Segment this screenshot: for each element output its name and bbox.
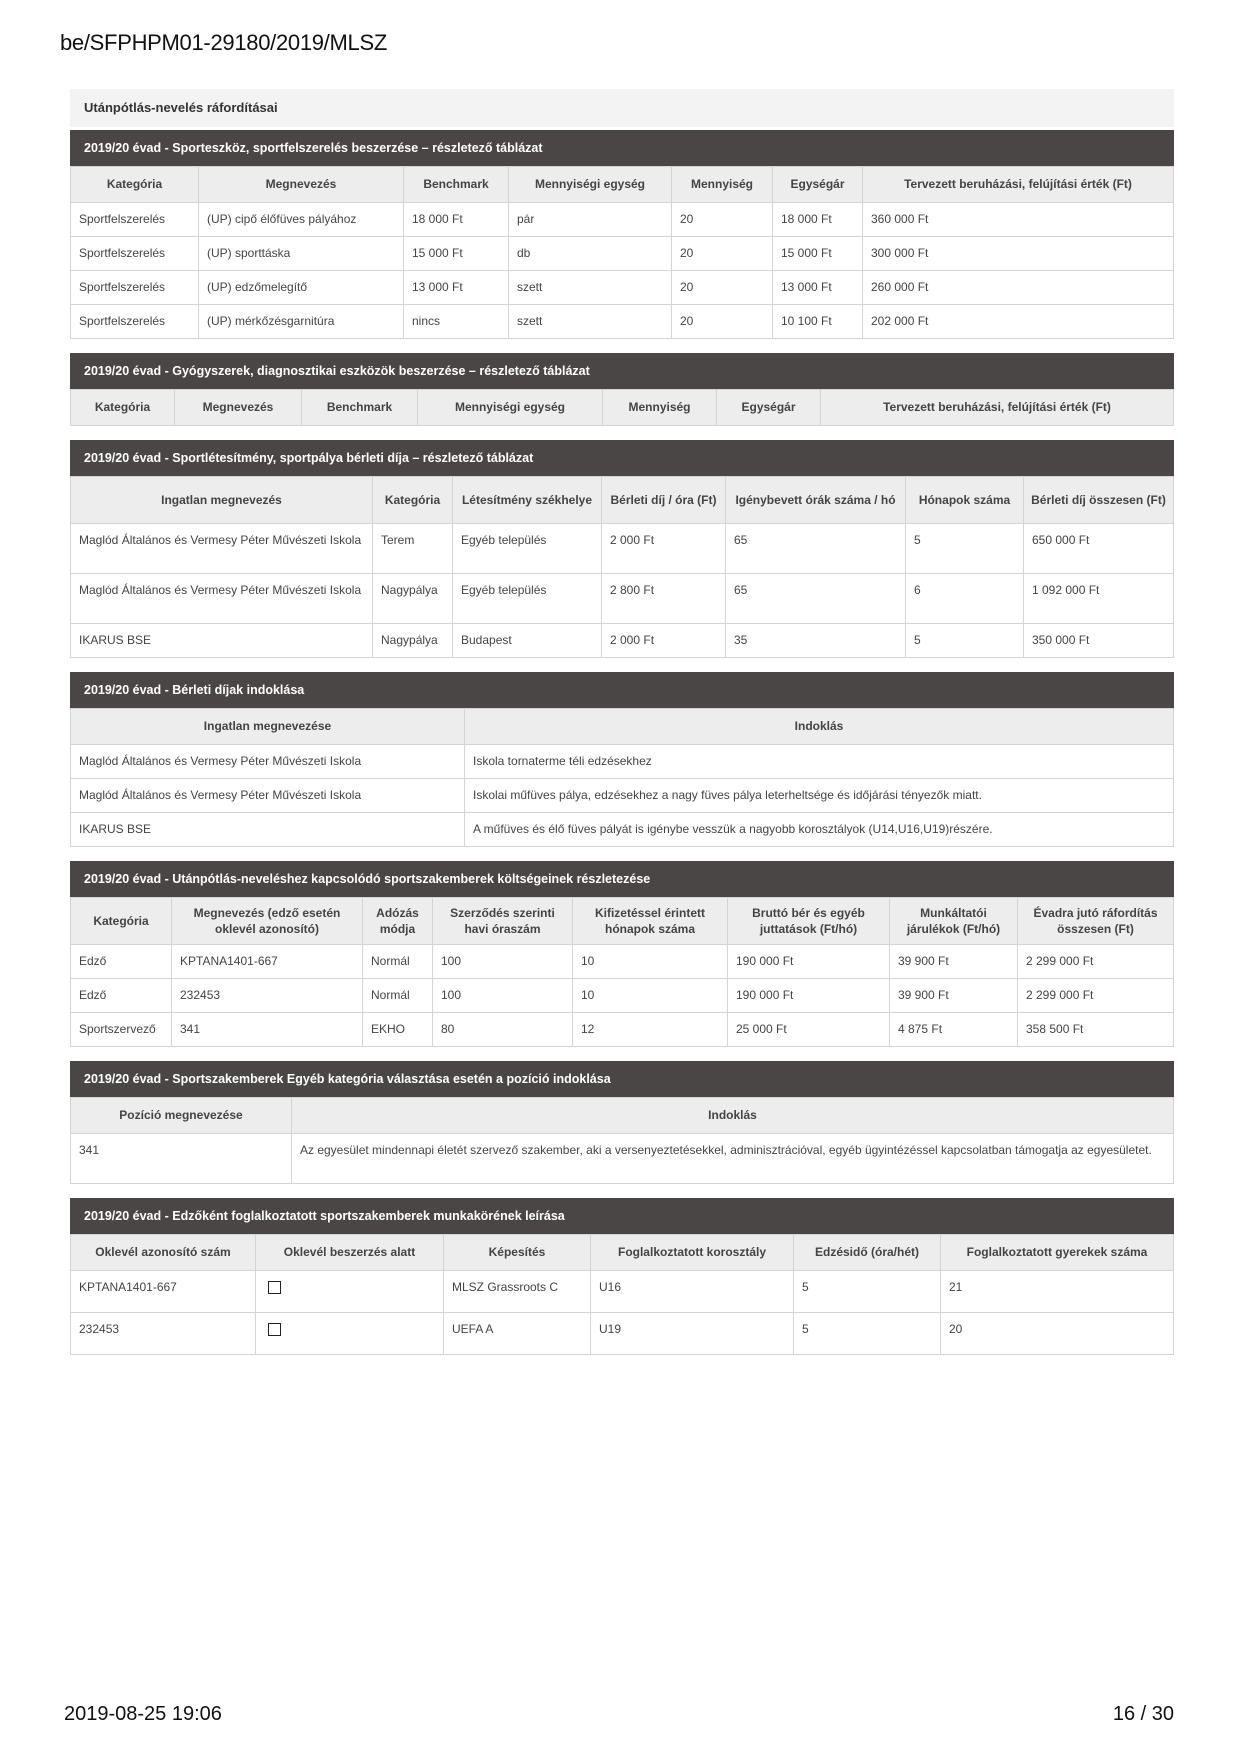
table-cell: 15 000 Ft xyxy=(404,237,509,271)
column-header: Adózás módja xyxy=(363,898,433,945)
table-cell: 100 xyxy=(433,945,573,979)
table-cell: Iskolai műfüves pálya, edzésekhez a nagy füves pálya leterheltsége és időjárási tényezők miatt. xyxy=(465,779,1174,813)
column-header: Ingatlan megnevezése xyxy=(71,709,465,745)
column-header: Megnevezés (edző esetén oklevél azonosító) xyxy=(172,898,363,945)
table-cell: 232453 xyxy=(71,1313,256,1355)
table-cell: pár xyxy=(509,203,672,237)
table-cell: 202 000 Ft xyxy=(863,305,1174,339)
table-cell: db xyxy=(509,237,672,271)
equipment-table-block xyxy=(70,130,1174,339)
table-cell: 10 xyxy=(573,945,728,979)
table-cell: Maglód Általános és Vermesy Péter Művészeti Iskola xyxy=(71,745,465,779)
table-cell: U19 xyxy=(591,1313,794,1355)
document-id: be/SFPHPM01-29180/2019/MLSZ xyxy=(60,30,387,55)
table-cell: 2 299 000 Ft xyxy=(1018,945,1174,979)
table-cell: 15 000 Ft xyxy=(773,237,863,271)
table-cell: 10 100 Ft xyxy=(773,305,863,339)
table-cell: Maglód Általános és Vermesy Péter Művészeti Iskola xyxy=(71,524,373,574)
table-cell: 12 xyxy=(573,1013,728,1047)
column-header: Évadra jutó ráfordítás összesen (Ft) xyxy=(1018,898,1174,945)
rental-table-title: 2019/20 évad - Sportlétesítmény, sportpálya bérleti díja – részletező táblázat xyxy=(70,440,1174,476)
column-header: Tervezett beruházási, felújítási érték (Ft) xyxy=(863,167,1174,203)
column-header: Megnevezés xyxy=(175,390,302,426)
table-cell: Terem xyxy=(373,524,453,574)
table-cell: 80 xyxy=(433,1013,573,1047)
table-cell: Sportfelszerelés xyxy=(71,271,199,305)
table-header-row xyxy=(71,167,1174,203)
table-cell: 20 xyxy=(941,1313,1174,1355)
table-cell: 1 092 000 Ft xyxy=(1024,574,1174,624)
table-row xyxy=(71,1013,1174,1047)
column-header: Képesítés xyxy=(444,1235,591,1271)
table-cell: 20 xyxy=(672,305,773,339)
medicine-table-block xyxy=(70,353,1174,426)
column-header: Kifizetéssel érintett hónapok száma xyxy=(573,898,728,945)
table-cell: 650 000 Ft xyxy=(1024,524,1174,574)
table-cell: Egyéb település xyxy=(453,524,602,574)
table-cell: Sportfelszerelés xyxy=(71,305,199,339)
table-cell: 4 875 Ft xyxy=(890,1013,1018,1047)
rental-table xyxy=(70,476,1174,658)
column-header: Oklevél beszerzés alatt xyxy=(256,1235,444,1271)
column-header: Hónapok száma xyxy=(906,477,1024,524)
table-row xyxy=(71,237,1174,271)
table-cell: UEFA A xyxy=(444,1313,591,1355)
coach-duties-table xyxy=(70,1234,1174,1355)
table-cell: Edző xyxy=(71,945,172,979)
table-cell: Nagypálya xyxy=(373,624,453,658)
column-header: Egységár xyxy=(773,167,863,203)
table-row xyxy=(71,1313,1174,1355)
column-header: Benchmark xyxy=(404,167,509,203)
table-cell: 350 000 Ft xyxy=(1024,624,1174,658)
table-cell: szett xyxy=(509,271,672,305)
column-header: Létesítmény székhelye xyxy=(453,477,602,524)
table-cell: 39 900 Ft xyxy=(890,979,1018,1013)
table-cell: Sportfelszerelés xyxy=(71,203,199,237)
column-header: Kategória xyxy=(71,390,175,426)
table-cell: Iskola tornaterme téli edzésekhez xyxy=(465,745,1174,779)
table-header-row xyxy=(71,1098,1174,1134)
table-cell: Egyéb település xyxy=(453,574,602,624)
rental-justification-title: 2019/20 évad - Bérleti díjak indoklása xyxy=(70,672,1174,708)
table-cell: 5 xyxy=(906,624,1024,658)
table-cell: Sportszervező xyxy=(71,1013,172,1047)
table-cell: 65 xyxy=(726,524,906,574)
table-cell: 5 xyxy=(794,1271,941,1313)
table-cell: 190 000 Ft xyxy=(728,979,890,1013)
table-cell: 300 000 Ft xyxy=(863,237,1174,271)
column-header: Mennyiség xyxy=(603,390,717,426)
coach-duties-title: 2019/20 évad - Edzőként foglalkoztatott sportszakemberek munkakörének leírása xyxy=(70,1198,1174,1234)
position-justification-title: 2019/20 évad - Sportszakemberek Egyéb kategória választása esetén a pozíció indoklása xyxy=(70,1061,1174,1097)
table-header-row xyxy=(71,477,1174,524)
table-cell: 341 xyxy=(71,1134,292,1184)
column-header: Mennyiség xyxy=(672,167,773,203)
table-row xyxy=(71,945,1174,979)
column-header: Megnevezés xyxy=(199,167,404,203)
column-header: Munkáltatói járulékok (Ft/hó) xyxy=(890,898,1018,945)
table-row xyxy=(71,1271,1174,1313)
table-header-row xyxy=(71,390,1174,426)
table-cell: Maglód Általános és Vermesy Péter Művészeti Iskola xyxy=(71,574,373,624)
table-cell: 5 xyxy=(906,524,1024,574)
diploma-pending-checkbox[interactable] xyxy=(268,1281,281,1294)
table-cell: 358 500 Ft xyxy=(1018,1013,1174,1047)
table-cell: Edző xyxy=(71,979,172,1013)
coach-duties-block xyxy=(70,1198,1174,1355)
column-header: Kategória xyxy=(373,477,453,524)
table-cell: 13 000 Ft xyxy=(773,271,863,305)
table-cell: 2 000 Ft xyxy=(602,624,726,658)
table-cell: szett xyxy=(509,305,672,339)
table-row xyxy=(71,524,1174,574)
staff-cost-table xyxy=(70,897,1174,1047)
table-cell: (UP) cipő élőfüves pályához xyxy=(199,203,404,237)
table-row xyxy=(71,979,1174,1013)
table-cell: 35 xyxy=(726,624,906,658)
table-cell: 2 299 000 Ft xyxy=(1018,979,1174,1013)
rental-justification-table xyxy=(70,708,1174,847)
column-header: Egységár xyxy=(717,390,821,426)
table-cell: 341 xyxy=(172,1013,363,1047)
equipment-table-title: 2019/20 évad - Sporteszköz, sportfelszerelés beszerzése – részletező táblázat xyxy=(70,130,1174,166)
table-cell xyxy=(256,1271,444,1313)
table-cell: IKARUS BSE xyxy=(71,624,373,658)
position-justification-block xyxy=(70,1061,1174,1184)
column-header: Oklevél azonosító szám xyxy=(71,1235,256,1271)
table-cell: 260 000 Ft xyxy=(863,271,1174,305)
table-cell: 6 xyxy=(906,574,1024,624)
column-header: Foglalkoztatott gyerekek száma xyxy=(941,1235,1174,1271)
table-cell: (UP) mérkőzésgarnitúra xyxy=(199,305,404,339)
column-header: Kategória xyxy=(71,898,172,945)
column-header: Edzésidő (óra/hét) xyxy=(794,1235,941,1271)
table-row xyxy=(71,305,1174,339)
section-title: Utánpótlás-nevelés ráfordításai xyxy=(70,89,1174,127)
table-cell: Budapest xyxy=(453,624,602,658)
column-header: Bérleti díj összesen (Ft) xyxy=(1024,477,1174,524)
table-cell: 360 000 Ft xyxy=(863,203,1174,237)
staff-cost-block xyxy=(70,861,1174,1047)
table-cell: KPTANA1401-667 xyxy=(172,945,363,979)
table-row xyxy=(71,624,1174,658)
page-number: 16 / 30 xyxy=(1112,1703,1174,1725)
table-cell: (UP) edzőmelegítő xyxy=(199,271,404,305)
page-content xyxy=(70,89,1174,1355)
column-header: Indoklás xyxy=(465,709,1174,745)
column-header: Foglalkoztatott korosztály xyxy=(591,1235,794,1271)
table-cell: EKHO xyxy=(363,1013,433,1047)
table-cell: nincs xyxy=(404,305,509,339)
table-cell: Az egyesület mindennapi életét szervező szakember, aki a versenyeztetésekkel, adminisztrációval, egyéb ügyintézéssel kapcsolatban támogatja az egyesületet. xyxy=(292,1134,1174,1184)
column-header: Igénybevett órák száma / hó xyxy=(726,477,906,524)
table-cell: 5 xyxy=(794,1313,941,1355)
table-cell xyxy=(256,1313,444,1355)
table-row xyxy=(71,779,1174,813)
table-cell: 100 xyxy=(433,979,573,1013)
column-header: Pozíció megnevezése xyxy=(71,1098,292,1134)
column-header: Tervezett beruházási, felújítási érték (Ft) xyxy=(821,390,1174,426)
table-cell: 18 000 Ft xyxy=(404,203,509,237)
table-cell: 20 xyxy=(672,237,773,271)
table-row xyxy=(71,271,1174,305)
table-cell: 13 000 Ft xyxy=(404,271,509,305)
table-cell: Maglód Általános és Vermesy Péter Művészeti Iskola xyxy=(71,779,465,813)
table-cell: 2 800 Ft xyxy=(602,574,726,624)
medicine-table-title: 2019/20 évad - Gyógyszerek, diagnosztikai eszközök beszerzése – részletező táblázat xyxy=(70,353,1174,389)
table-cell: 21 xyxy=(941,1271,1174,1313)
table-cell: A műfüves és élő füves pályát is igénybe vesszük a nagyobb korosztályok (U14,U16,U19)részére. xyxy=(465,813,1174,847)
table-row xyxy=(71,813,1174,847)
table-cell: 10 xyxy=(573,979,728,1013)
table-cell: 18 000 Ft xyxy=(773,203,863,237)
table-cell: U16 xyxy=(591,1271,794,1313)
footer-datetime: 2019-08-25 19:06 xyxy=(64,1703,222,1725)
table-row xyxy=(71,574,1174,624)
table-cell: 20 xyxy=(672,203,773,237)
table-cell: 65 xyxy=(726,574,906,624)
column-header: Ingatlan megnevezés xyxy=(71,477,373,524)
table-cell: IKARUS BSE xyxy=(71,813,465,847)
position-justification-table xyxy=(70,1097,1174,1184)
table-cell: 25 000 Ft xyxy=(728,1013,890,1047)
table-cell: 20 xyxy=(672,271,773,305)
table-header-row xyxy=(71,709,1174,745)
table-cell: MLSZ Grassroots C xyxy=(444,1271,591,1313)
table-row xyxy=(71,1134,1174,1184)
table-row xyxy=(71,745,1174,779)
table-header-row xyxy=(71,898,1174,945)
column-header: Bérleti díj / óra (Ft) xyxy=(602,477,726,524)
table-cell: 232453 xyxy=(172,979,363,1013)
column-header: Kategória xyxy=(71,167,199,203)
equipment-table xyxy=(70,166,1174,339)
table-cell: (UP) sporttáska xyxy=(199,237,404,271)
medicine-table xyxy=(70,389,1174,426)
table-cell: Sportfelszerelés xyxy=(71,237,199,271)
table-row xyxy=(71,203,1174,237)
staff-cost-title: 2019/20 évad - Utánpótlás-neveléshez kapcsolódó sportszakemberek költségeinek részletezése xyxy=(70,861,1174,897)
table-cell: Normál xyxy=(363,945,433,979)
column-header: Bruttó bér és egyéb juttatások (Ft/hó) xyxy=(728,898,890,945)
column-header: Indoklás xyxy=(292,1098,1174,1134)
table-cell: 39 900 Ft xyxy=(890,945,1018,979)
table-cell: Normál xyxy=(363,979,433,1013)
diploma-pending-checkbox[interactable] xyxy=(268,1323,281,1336)
table-cell: KPTANA1401-667 xyxy=(71,1271,256,1313)
column-header: Mennyiségi egység xyxy=(509,167,672,203)
table-cell: Nagypálya xyxy=(373,574,453,624)
rental-table-block xyxy=(70,440,1174,658)
rental-justification-block xyxy=(70,672,1174,847)
column-header: Mennyiségi egység xyxy=(418,390,603,426)
table-header-row xyxy=(71,1235,1174,1271)
table-cell: 190 000 Ft xyxy=(728,945,890,979)
column-header: Szerződés szerinti havi óraszám xyxy=(433,898,573,945)
column-header: Benchmark xyxy=(302,390,418,426)
table-cell: 2 000 Ft xyxy=(602,524,726,574)
